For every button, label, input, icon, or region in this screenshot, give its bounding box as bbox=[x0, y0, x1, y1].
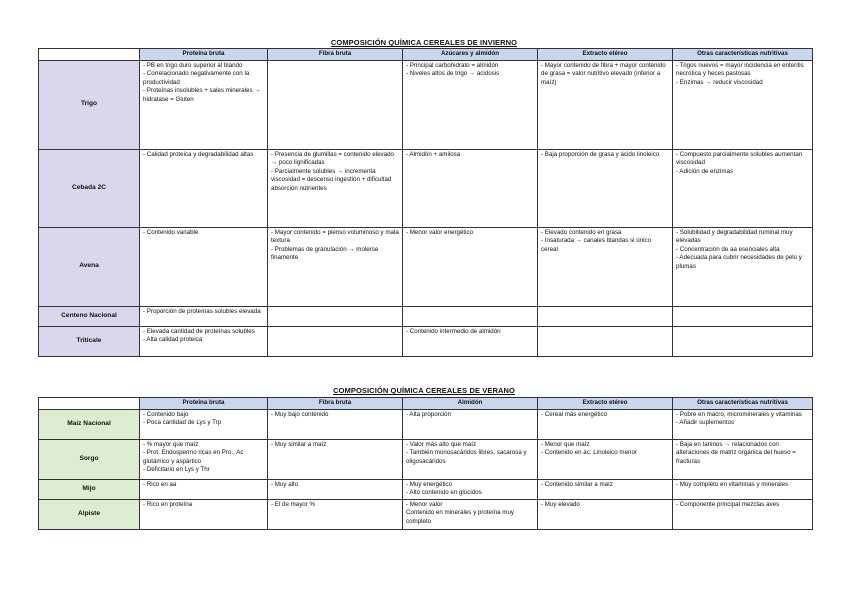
cell-line: - Muy elevado bbox=[541, 500, 580, 508]
cell-line: - Muy similar a maíz bbox=[271, 440, 327, 448]
table-row bbox=[39, 479, 813, 499]
winter-table-title: COMPOSICIÓN QUÍMICA CEREALES DE INVIERNO bbox=[330, 38, 518, 47]
cell-line: - Contenido similar a maíz bbox=[541, 480, 613, 488]
cell-line: - Insaturada → canales blandas si único cereal bbox=[541, 237, 652, 253]
row-header: Centeno Nacional bbox=[39, 306, 140, 326]
cell-line: - Muy completo en vitaminas y minerales bbox=[676, 480, 789, 488]
cell-line: - Proporción de proteínas solubles elevada bbox=[143, 307, 261, 315]
table-row bbox=[39, 326, 813, 356]
cell-line: - Contenido bajo bbox=[143, 410, 189, 418]
summer-header-row bbox=[39, 398, 813, 410]
header-protein: Proteína bruta bbox=[140, 398, 268, 410]
fiber-cell bbox=[268, 499, 403, 529]
other-cell bbox=[673, 306, 813, 326]
cell-line: - Poca cantidad de Lys y Trp bbox=[143, 419, 222, 427]
protein-cell bbox=[140, 227, 268, 306]
cell-line: - El de mayor % bbox=[271, 500, 316, 508]
cell-line: - Contenido en ác. Linoleico menor bbox=[541, 449, 637, 457]
cell-line: - Baja en taninos → relacionados con alteraciones de matriz orgánica del hueso = fracturas bbox=[676, 440, 796, 465]
starch-cell bbox=[403, 499, 538, 529]
ether-extract-cell bbox=[538, 306, 673, 326]
header-other: Otras características nutritivas bbox=[673, 398, 813, 410]
fiber-cell bbox=[268, 409, 403, 439]
fiber-cell bbox=[268, 306, 403, 326]
cell-line: - Trigos nuevos = mayor incidencia en enteritis necrótica y heces pastosas bbox=[676, 61, 804, 78]
cell-line: - Rico en proteína bbox=[143, 500, 193, 508]
cell-line: - Muy bajo contenido bbox=[271, 410, 329, 418]
cell-line: - Componente principal mezclas aves bbox=[676, 500, 780, 508]
row-header: Mijo bbox=[39, 479, 140, 499]
cell-line: - Rico en aa bbox=[143, 480, 177, 488]
other-cell bbox=[673, 227, 813, 306]
cell-line: - Adecuada para cubrir necesidades de pelo y plumas bbox=[676, 254, 802, 270]
protein-cell bbox=[140, 409, 268, 439]
cell-line: - Alto contenido en glúcidos bbox=[406, 489, 482, 497]
other-cell bbox=[673, 60, 813, 149]
other-cell bbox=[673, 326, 813, 356]
other-cell bbox=[673, 479, 813, 499]
fiber-cell bbox=[268, 326, 403, 356]
cell-line: - Presencia de glumillas = contenido elevado → poco lignificadas bbox=[271, 150, 394, 167]
cell-line: - Problemas de granulación → molerse finamente bbox=[271, 245, 379, 262]
cell-line: - Mayor contenido de fibra + mayor contenido de grasa = valor nutritivo elevado (inferior a maíz) bbox=[541, 61, 666, 86]
cell-line: - Almidón + amilosa bbox=[406, 150, 461, 158]
cell-line: - Mayor contenido = pienso voluminoso y mala textura bbox=[271, 228, 399, 245]
cell-line: - Baja proporción de grasa y ácido linoleico bbox=[541, 150, 660, 158]
cell-line: - % mayor que maíz bbox=[143, 440, 199, 448]
other-cell bbox=[673, 499, 813, 529]
starch-cell bbox=[403, 227, 538, 306]
cell-line: - Alta calidad proteica bbox=[143, 336, 203, 344]
cell-line: - Proteínas insolubles + sales minerales → hidratase = Gluten bbox=[143, 87, 261, 103]
fiber-cell bbox=[268, 479, 403, 499]
cell-line: - Prot. Endospermo ricas en Pro., Ac glutámico y aspártico bbox=[143, 449, 244, 465]
cell-line: - Alta proporción bbox=[406, 410, 452, 418]
header-protein: Proteína bruta bbox=[140, 49, 268, 61]
table-row bbox=[39, 499, 813, 529]
cell-line: - Deficitario en Lys y Thr bbox=[143, 466, 210, 474]
row-header: Cebada 2C bbox=[39, 149, 140, 227]
other-cell bbox=[673, 439, 813, 479]
starch-cell bbox=[403, 479, 538, 499]
cell-line: - Enzimas → reducir viscosidad bbox=[676, 78, 763, 86]
ether-extract-cell bbox=[538, 149, 673, 227]
cell-line: - PB en trigo duro superior al blando bbox=[143, 61, 243, 69]
cell-line: - Valor más alto que maíz bbox=[406, 440, 477, 448]
cell-line: - Correlacionado negativamente con la productividad bbox=[143, 70, 250, 86]
cell-line: - Elevada cantidad de proteínas solubles bbox=[143, 327, 255, 335]
cell-line: - Contenido variable bbox=[143, 228, 199, 236]
fiber-cell bbox=[268, 60, 403, 149]
winter-cereals-table bbox=[38, 48, 813, 357]
starch-cell bbox=[403, 326, 538, 356]
row-header: Alpiste bbox=[39, 499, 140, 529]
row-header: Maíz Nacional bbox=[39, 409, 140, 439]
header-fiber: Fibra bruta bbox=[268, 49, 403, 61]
winter-header-row bbox=[39, 49, 813, 61]
header-corner bbox=[39, 398, 140, 410]
row-header: Avena bbox=[39, 227, 140, 306]
table-row bbox=[39, 227, 813, 306]
cell-line: - Contenido intermedio de almidón bbox=[406, 327, 501, 335]
other-cell bbox=[673, 409, 813, 439]
starch-cell bbox=[403, 306, 538, 326]
summer-table-title: COMPOSICIÓN QUÍMICA CEREALES DE VERANO bbox=[333, 386, 515, 395]
ether-extract-cell bbox=[538, 227, 673, 306]
table-row bbox=[39, 60, 813, 149]
cell-line: - Concentración de aa esenciales alta bbox=[676, 245, 780, 253]
cell-line: - Calidad proteica y degradabilidad altas bbox=[143, 150, 254, 158]
ether-extract-cell bbox=[538, 479, 673, 499]
cell-line: - Cereal más energético bbox=[541, 410, 608, 418]
fiber-cell bbox=[268, 439, 403, 479]
table-row bbox=[39, 306, 813, 326]
fiber-cell bbox=[268, 149, 403, 227]
header-ether-extract: Extracto etéreo bbox=[538, 398, 673, 410]
ether-extract-cell bbox=[538, 409, 673, 439]
ether-extract-cell bbox=[538, 499, 673, 529]
other-cell bbox=[673, 149, 813, 227]
starch-cell bbox=[403, 60, 538, 149]
protein-cell bbox=[140, 306, 268, 326]
cell-line: - Principal carbohidrato = almidón bbox=[406, 61, 499, 69]
fiber-cell bbox=[268, 227, 403, 306]
header-corner bbox=[39, 49, 140, 61]
cell-line: - También monosacáridos libres, sacarosa y oligosacáridos bbox=[406, 449, 527, 465]
starch-cell bbox=[403, 409, 538, 439]
cell-line: - Solubilidad y degradabilidad ruminal muy elevadas bbox=[676, 228, 793, 245]
ether-extract-cell bbox=[538, 439, 673, 479]
cell-line: - Menor valor bbox=[406, 500, 443, 508]
ether-extract-cell bbox=[538, 326, 673, 356]
cell-line: - Elevado contenido en grasa bbox=[541, 228, 622, 236]
cell-line: - Muy alto bbox=[271, 480, 299, 488]
summer-cereals-table bbox=[38, 397, 813, 530]
cell-line: - Compuesto parcialmente solubles aumentan viscosidad bbox=[676, 150, 803, 167]
protein-cell bbox=[140, 479, 268, 499]
header-other: Otras características nutritivas bbox=[673, 49, 813, 61]
table-row bbox=[39, 149, 813, 227]
row-header: Sorgo bbox=[39, 439, 140, 479]
protein-cell bbox=[140, 149, 268, 227]
row-header: Triticale bbox=[39, 326, 140, 356]
protein-cell bbox=[140, 439, 268, 479]
table-row bbox=[39, 439, 813, 479]
ether-extract-cell bbox=[538, 60, 673, 149]
cell-line: - Muy energético bbox=[406, 480, 453, 488]
cell-line: - Menor que maíz bbox=[541, 440, 590, 448]
cell-line: Contenido en minerales y proteína muy completo bbox=[406, 509, 514, 525]
header-starch: Almidón bbox=[403, 398, 538, 410]
table-row bbox=[39, 409, 813, 439]
protein-cell bbox=[140, 60, 268, 149]
cell-line: - Pobre en macro, microminerales y vitaminas bbox=[676, 410, 802, 418]
cell-line: - Añadir suplementos bbox=[676, 419, 735, 427]
cell-line: - Parcialmente solubles → incrementa viscosidad = descenso ingestión + dificultad absorción nutrientes bbox=[271, 167, 392, 192]
starch-cell bbox=[403, 439, 538, 479]
header-fiber: Fibra bruta bbox=[268, 398, 403, 410]
protein-cell bbox=[140, 326, 268, 356]
starch-cell bbox=[403, 149, 538, 227]
row-header: Trigo bbox=[39, 60, 140, 149]
header-sugars-starch: Azúcares y almidón bbox=[403, 49, 538, 61]
cell-line: - Niveles altos de trigo → acidosis bbox=[406, 70, 500, 78]
cell-line: - Menor valor energético bbox=[406, 228, 474, 236]
header-ether-extract: Extracto etéreo bbox=[538, 49, 673, 61]
protein-cell bbox=[140, 499, 268, 529]
cell-line: - Adición de enzimas bbox=[676, 167, 734, 175]
